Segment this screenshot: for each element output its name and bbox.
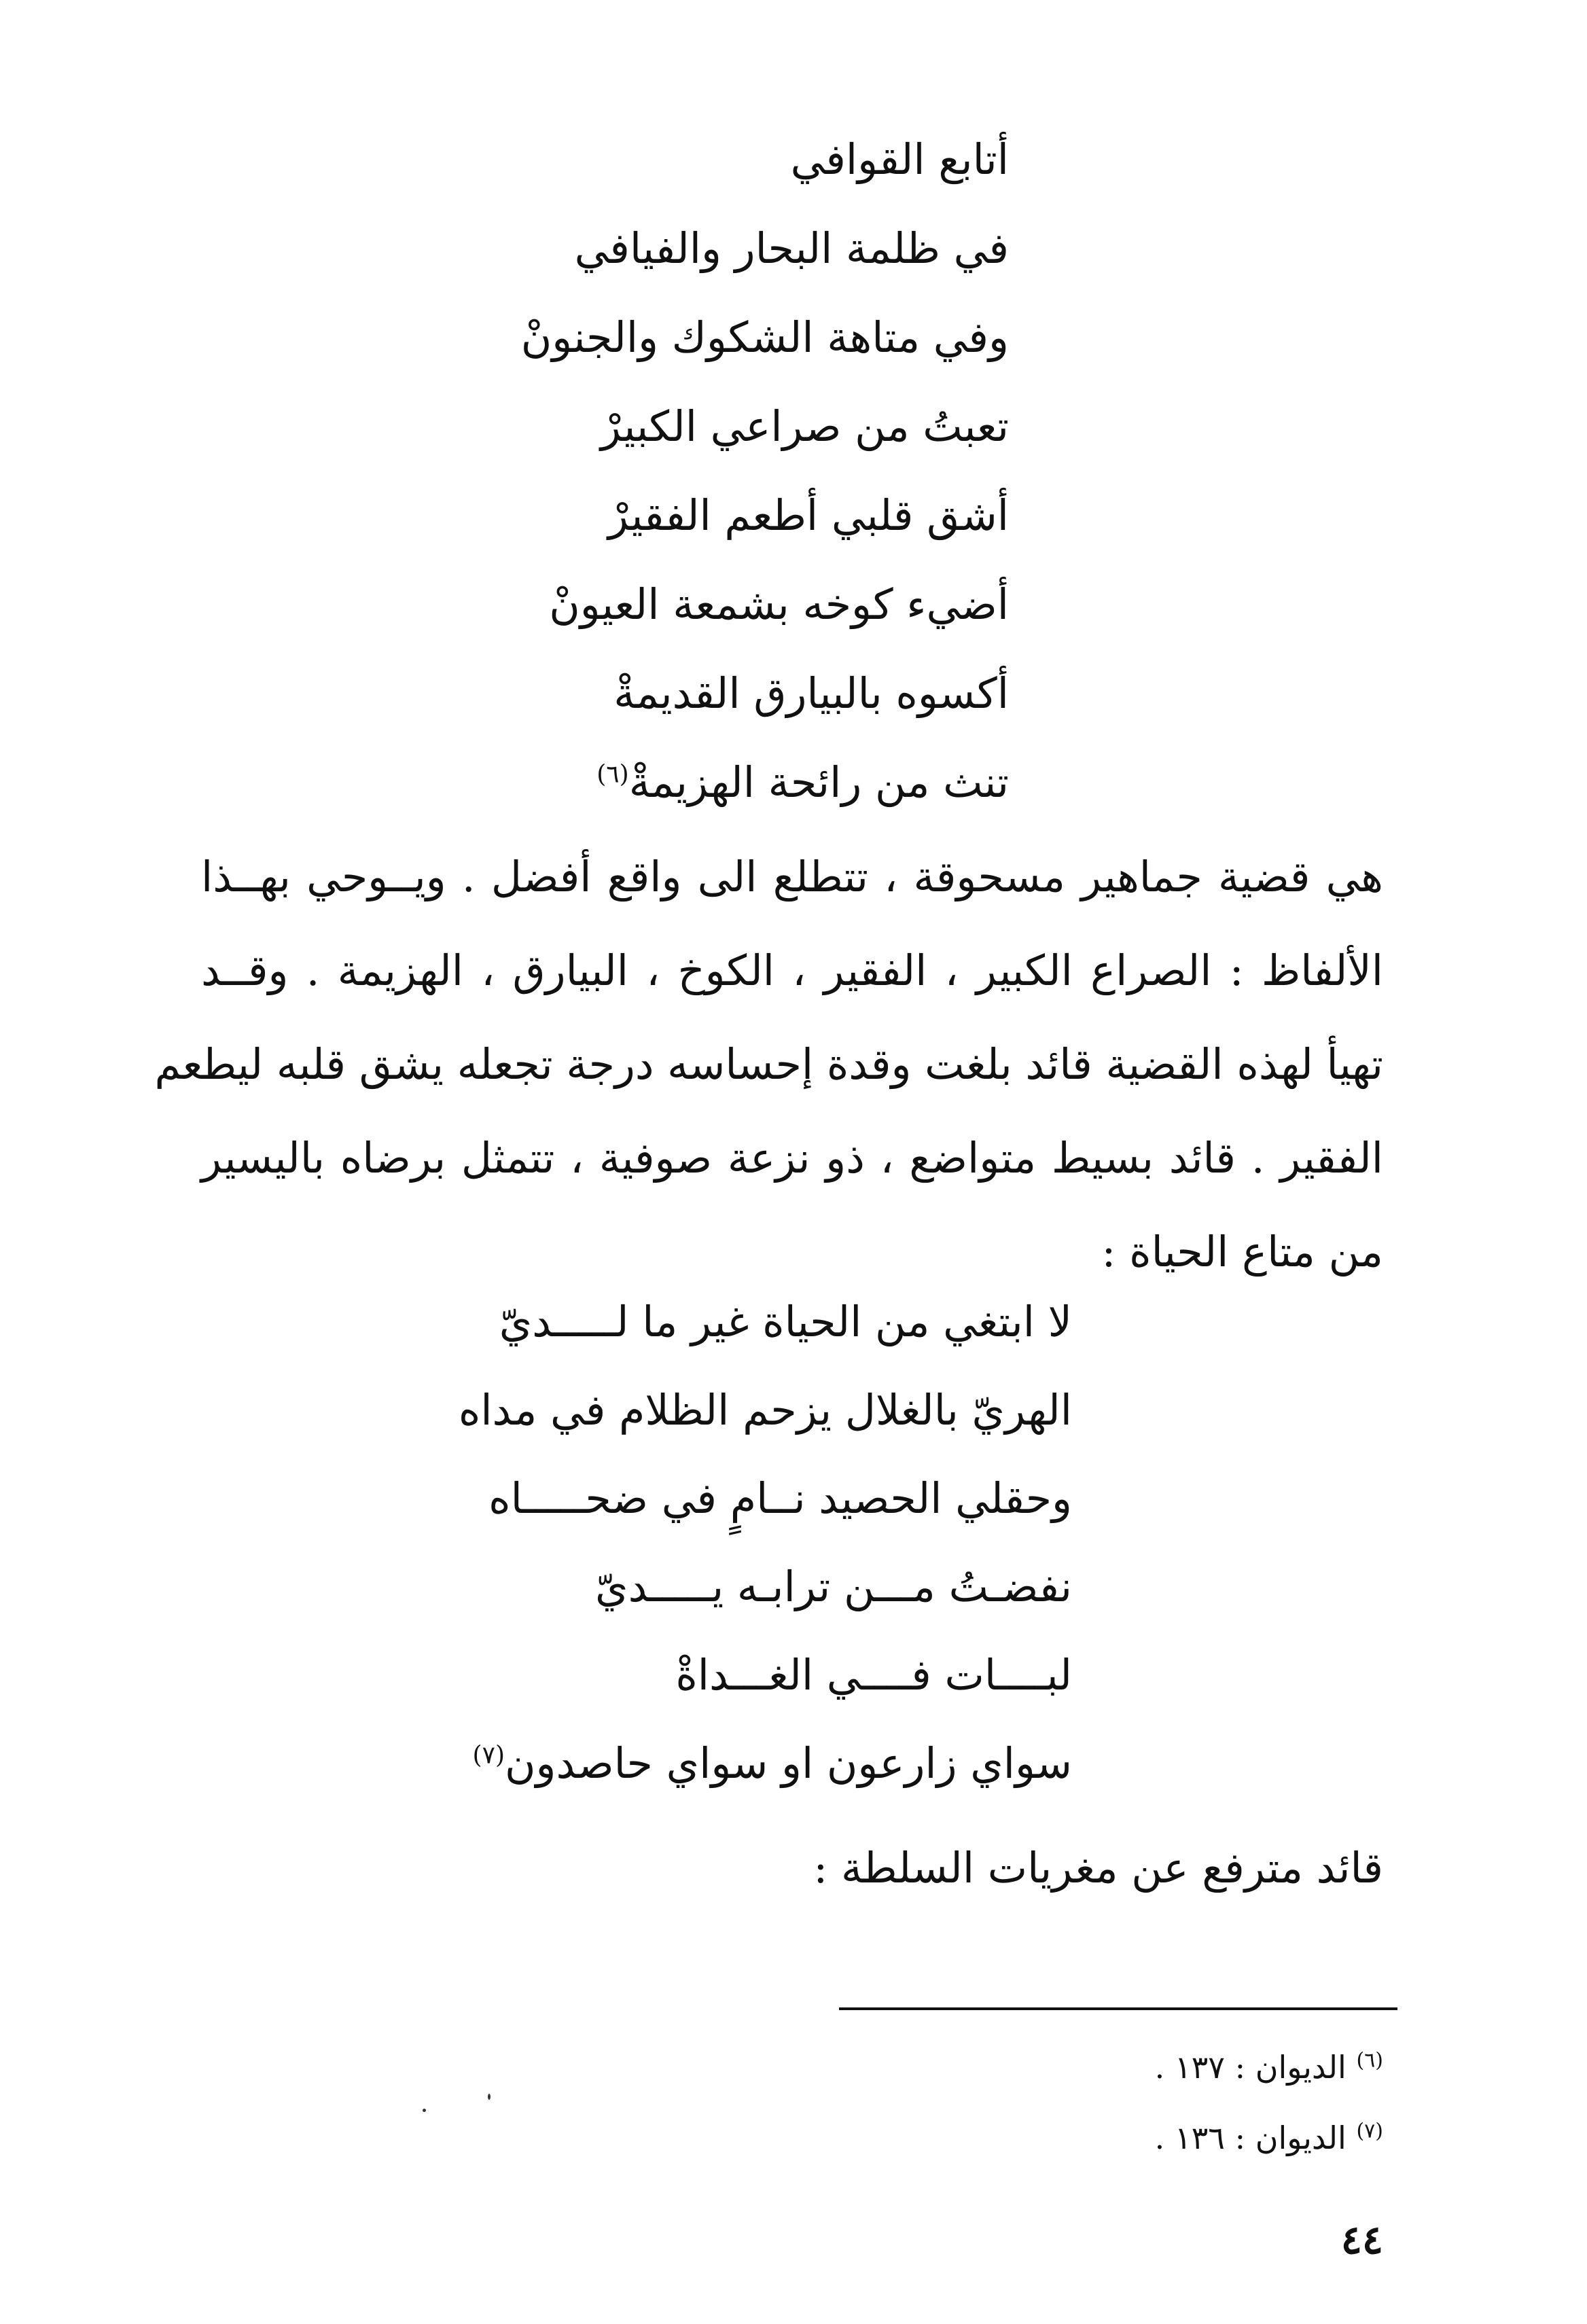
poem-line-text: سواي زارعون او سواي حاصدون	[504, 1738, 1072, 1788]
footnote-marker: (٦)	[1356, 2048, 1383, 2073]
poem-line: تعبتُ من صراعي الكبيرْ	[600, 401, 1009, 451]
footnote-reference: (٦)	[596, 760, 629, 789]
poem-line: لا ابتغي من الحياة غير ما لـــــديّ	[499, 1297, 1072, 1346]
poem-line: لبــــات فــــي الغـــداةْ	[675, 1650, 1072, 1700]
poem-line-text: تنث من رائحة الهزيمةْ	[628, 757, 1009, 807]
page-number: ٤٤	[1340, 2217, 1383, 2263]
footnote-text: الديوان : ١٣٦ .	[1154, 2120, 1347, 2156]
poem-line-with-footnote	[461, 1738, 1072, 1831]
prose-line: تهيأ لهذه القضية قائد بلغت وقدة إحساسه درجة تجعله يشق قلبه ليطعم	[154, 1039, 1383, 1089]
poem-line: وحقلي الحصيد نــامٍ في ضحـــــاه	[488, 1473, 1072, 1523]
footnote-separator	[839, 2007, 1397, 2010]
footnote-reference: (٧)	[472, 1741, 505, 1770]
prose-paragraph	[154, 852, 1383, 1325]
poem-line: في ظلمة البحار والفيافي	[574, 224, 1009, 273]
footnote-text: الديوان : ١٣٧ .	[1154, 2049, 1347, 2086]
prose-line: الألفاظ : الصراع الكبير ، الفقير ، الكوخ ، البيارق ، الهزيمة . وقــد	[201, 946, 1383, 995]
footnotes	[1154, 2048, 1383, 2193]
poem-line: وفي متاهة الشكوك والجنونْ	[520, 312, 1009, 362]
prose-line: هي قضية جماهير مسحوقة ، تتطلع الى واقع أفضل . ويــوحي بهــذا	[201, 852, 1383, 901]
scan-speck	[488, 2094, 491, 2100]
prose-line: الفقير . قائد بسيط متواضع ، ذو نزعة صوفية ، تتمثل برضاه باليسير	[201, 1133, 1383, 1183]
scan-speck	[423, 2109, 426, 2112]
poem-stanza-one	[397, 135, 1009, 851]
poem-line: أكسوه بالبيارق القديمةْ	[613, 668, 1009, 718]
poem-line-with-footnote	[397, 757, 1009, 851]
poem-line: نفضـتُ مـــن ترابـه يـــــديّ	[595, 1562, 1072, 1611]
footnote-item	[1154, 2119, 1383, 2193]
footnote-item	[1154, 2048, 1383, 2122]
prose-line: من متاع الحياة :	[1101, 1227, 1383, 1276]
footnote-marker: (٧)	[1356, 2119, 1383, 2143]
poem-line: أتابع القوافي	[790, 135, 1009, 184]
lead-in-line: قائد مترفع عن مغريات السلطة :	[813, 1843, 1383, 1893]
poem-line: أضيء كوخه بشمعة العيونْ	[549, 579, 1009, 629]
poem-stanza-two	[458, 1297, 1072, 1831]
poem-line: الهريّ بالغلال يزحم الظلام في مداه	[458, 1385, 1072, 1435]
poem-line: أشق قلبي أطعم الفقيرْ	[607, 490, 1009, 540]
